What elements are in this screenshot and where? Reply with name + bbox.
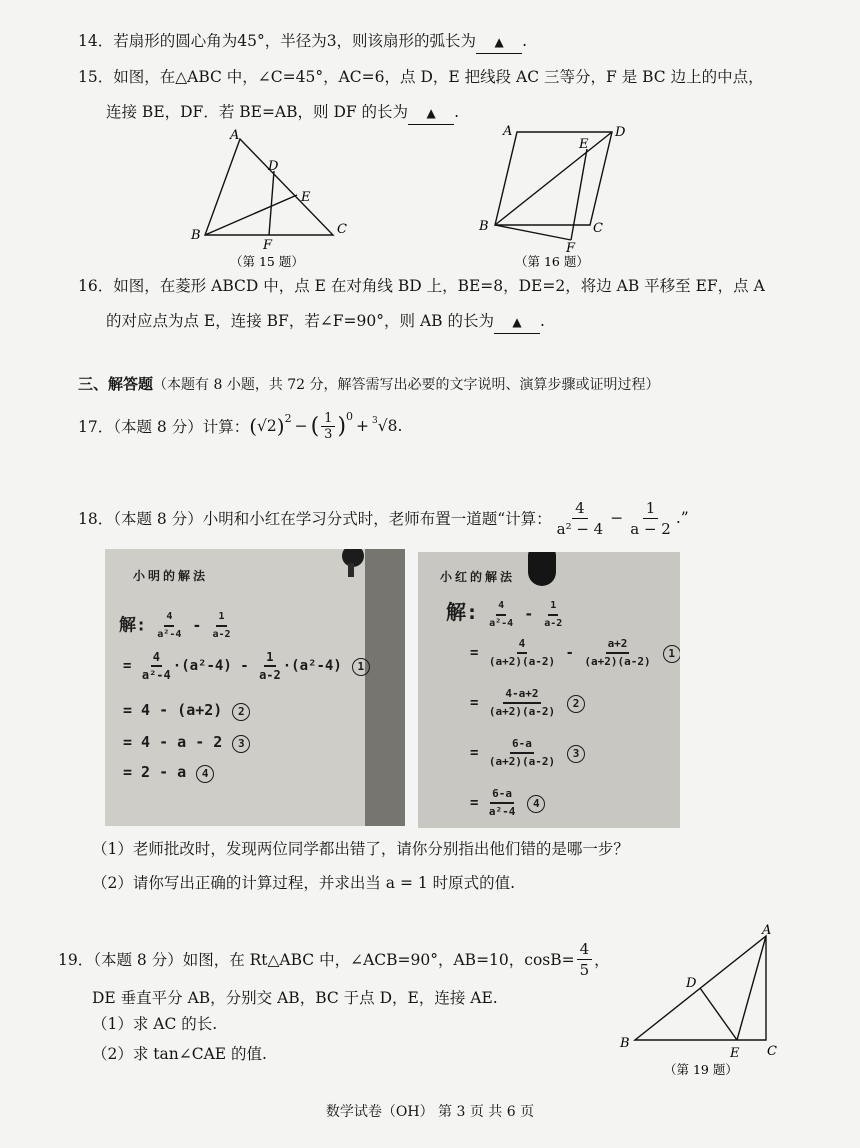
pushpin-icon	[528, 552, 556, 586]
label-d: D	[268, 159, 279, 174]
q18-subquestion-2: （2）请你写出正确的计算过程，并求出当 a = 1 时原式的值.	[92, 874, 516, 892]
xiaohong-step-4: = $\frac{6-a}{\text{a²-4}}$ 4	[470, 786, 545, 820]
section-title: 三、解答题	[78, 375, 154, 393]
question-19-line1: 19．（本题 8 分）如图，在 Rt△ABC 中，∠ACB=90°，AB=10，cosB= $\frac{4}{5}$ ，	[58, 939, 610, 979]
segment-df	[269, 171, 274, 235]
segment-de	[700, 988, 737, 1040]
question-14	[78, 30, 527, 54]
xiaoming-step-2: = 4 - (a+2) 2	[123, 701, 250, 721]
xiaoming-problem: 解: $\frac{4}{\text{a²-4}}$ - $\frac{1}{a-2}$	[119, 611, 231, 640]
xiaohong-title: 小红的解法	[440, 570, 516, 584]
sqrt-2: √2	[257, 417, 277, 435]
figure-16	[475, 122, 650, 270]
label-a: A	[762, 923, 772, 938]
page-footer: 数学试卷（OH） 第 3 页 共 6 页	[325, 1104, 535, 1120]
label-a: A	[230, 128, 240, 143]
question-16-line2: 的对应点为点 E，连接 BF，若∠F=90°，则 AB 的长为 ▲ .	[106, 310, 545, 334]
label-c: C	[767, 1044, 777, 1059]
label-d: D	[615, 125, 626, 140]
label-c: C	[593, 221, 603, 236]
question-16-line1: 16．如图，在菱形 ABCD 中，点 E 在对角线 BD 上，BE=8，DE=2，将边 AB 平移至 EF，点 A	[78, 277, 765, 295]
xiaoming-step-4: = 2 - a 4	[123, 763, 214, 783]
segment-be	[205, 195, 297, 235]
q19-subquestion-1: （1）求 AC 的长.	[92, 1015, 218, 1033]
label-d: D	[686, 976, 697, 991]
segment-ae	[737, 936, 766, 1040]
figure-caption: （第 19 题）	[664, 1062, 738, 1077]
label-c: C	[337, 222, 347, 237]
xiaohong-step-2: = $\frac{4-a+2}{(a+2)(a-2)}$ 2	[470, 686, 585, 720]
label-e: E	[730, 1046, 740, 1061]
segment-bf	[495, 225, 571, 240]
q18-prefix: 18．（本题 8 分）小明和小红在学习分式时，老师布置一道题“计算：	[78, 510, 552, 528]
diagonal-bd	[495, 132, 612, 225]
question-15-line2: 连接 BE，DF．若 BE=AB，则 DF 的长为 ▲ .	[106, 101, 459, 125]
answer-blank: ▲	[494, 310, 540, 334]
question-15-line1: 15．如图，在△ABC 中，∠C=45°，AC=6，点 D，E 把线段 AC 三等分，F 是 BC 边上的中点，	[78, 68, 764, 86]
figure-caption: （第 15 题）	[230, 254, 304, 269]
label-e: E	[579, 137, 589, 152]
answer-blank: ▲	[408, 101, 454, 125]
question-18: 18．（本题 8 分）小明和小红在学习分式时，老师布置一道题“计算： $\frac{4}{\text{a² − 4}}$ − $\frac{1}{a - 2}$ .”	[78, 498, 689, 538]
q17-prefix: 17．（本题 8 分）计算：	[78, 418, 250, 436]
figure-15	[185, 125, 355, 270]
q14-text: 14．若扇形的圆心角为45°，半径为3，则该扇形的弧长为	[78, 32, 477, 50]
q19-subquestion-2: （2）求 tan∠CAE 的值.	[92, 1045, 267, 1063]
label-a: A	[503, 124, 513, 139]
xiaoming-step-3: = 4 - a - 2 3	[123, 733, 250, 753]
label-e: E	[301, 190, 311, 205]
figure-caption: （第 16 题）	[515, 254, 589, 269]
label-f: F	[566, 241, 576, 256]
answer-blank: ▲	[476, 30, 522, 54]
xiaohong-step-1: = $\frac{4}{(a+2)(a-2)}$ - $\frac{a+2}{(a+2)(a-2)}$ 1	[470, 636, 680, 670]
xiaohong-problem: 解: $\frac{4}{\text{a²-4}}$ - $\frac{1}{a-2}$	[446, 599, 563, 629]
section-note: （本题有 8 小题，共 72 分，解答需写出必要的文字说明、演算步骤或证明过程）	[153, 377, 660, 393]
cube-root-8: √8	[377, 417, 398, 435]
xiaoming-title: 小明的解法	[133, 569, 209, 583]
section-3-header	[78, 373, 660, 396]
label-b: B	[191, 228, 201, 243]
xiaohong-step-3: = $\frac{6-a}{(a+2)(a-2)}$ 3	[470, 736, 585, 770]
label-b: B	[479, 219, 489, 234]
question-19-line2: DE 垂直平分 AB，分别交 AB，BC 于点 D，E，连接 AE.	[92, 989, 498, 1007]
xiaoming-solution-photo	[105, 549, 405, 826]
photo-shadow	[365, 549, 405, 826]
figure-19	[612, 922, 792, 1080]
q14-end: .	[522, 32, 527, 50]
xiaohong-solution-photo	[418, 552, 680, 828]
triangle-abc	[205, 139, 333, 235]
xiaoming-step-1: = $\frac{4}{\text{a²-4}}$ ·(a²-4) - $\frac{1}{a-2}$ ·(a²-4) 1	[123, 649, 370, 683]
question-17: 17．（本题 8 分）计算： ( √2 ) $^2$ − ( $\frac{1}{3}$ ) $^0$ + $^3$ √8 .	[78, 410, 403, 442]
q18-subquestion-1: （1）老师批改时，发现两位同学都出错了，请你分别指出他们错的是哪一步？	[92, 840, 629, 858]
label-f: F	[263, 238, 273, 253]
label-b: B	[620, 1036, 630, 1051]
